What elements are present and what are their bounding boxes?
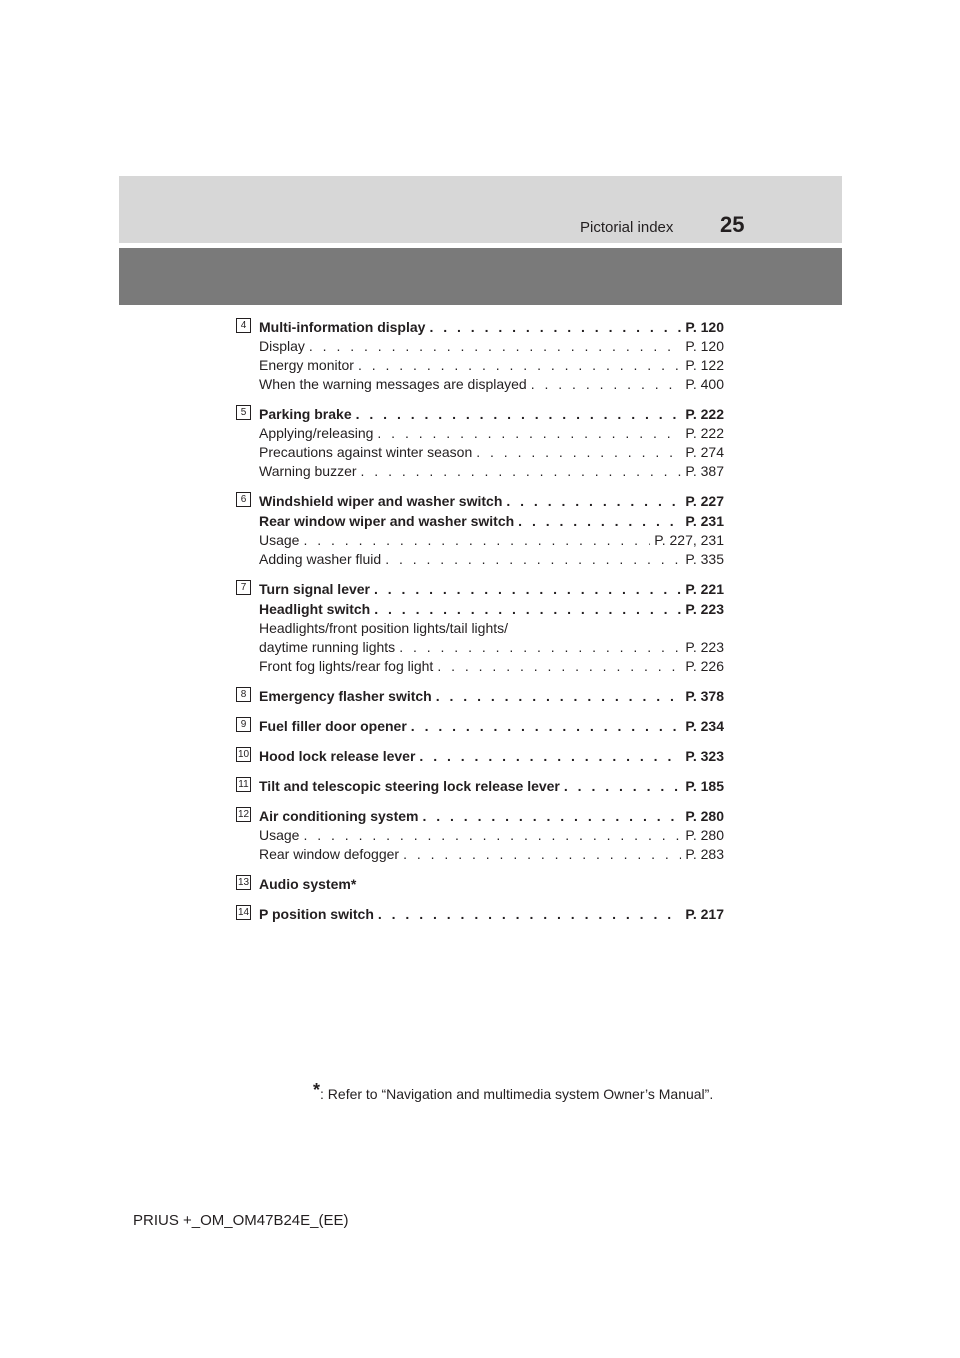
leader-dots (378, 904, 681, 924)
index-heading[interactable] (259, 716, 724, 736)
sub-item-label: Front fog lights/rear fog light (259, 658, 434, 674)
page-reference[interactable]: P. 120 (685, 319, 724, 335)
index-entry-body (236, 404, 724, 481)
index-entry-body (236, 686, 724, 706)
leader-dots (303, 826, 681, 845)
index-entry-body (236, 904, 724, 924)
page-reference[interactable]: P. 231 (685, 513, 724, 529)
page-number: 25 (720, 212, 745, 237)
sub-item-label: Display (259, 338, 305, 354)
footnote-marker: * (350, 876, 357, 892)
sub-item-label: Applying/releasing (259, 425, 374, 441)
sub-item[interactable] (259, 462, 724, 481)
sub-item-label: Precautions against winter season (259, 444, 473, 460)
sub-item[interactable] (259, 845, 724, 864)
leader-dots (403, 845, 681, 864)
index-heading[interactable] (259, 404, 724, 424)
callout-number: 13 (237, 877, 250, 888)
sub-item[interactable] (259, 443, 724, 462)
sub-items (259, 337, 724, 394)
footnote-asterisk: * (313, 1080, 321, 1100)
page-reference[interactable]: P. 280 (685, 827, 724, 843)
leader-dots (437, 657, 681, 676)
index-heading-label: Tilt and telescopic steering lock release lever (259, 778, 560, 794)
index-entry (236, 806, 724, 864)
leader-dots (411, 716, 682, 736)
page-reference[interactable]: P. 227 (685, 493, 724, 509)
index-entry (236, 317, 724, 394)
leader-dots (356, 404, 682, 424)
sub-item[interactable] (259, 337, 724, 356)
sub-item[interactable] (259, 356, 724, 375)
index-heading-label: Rear window wiper and washer switch (259, 513, 515, 529)
sub-item-label: Warning buzzer (259, 463, 357, 479)
index-heading[interactable] (259, 686, 724, 706)
sub-item[interactable] (259, 550, 724, 569)
sub-item-label: Rear window defogger (259, 846, 400, 862)
index-heading[interactable] (259, 746, 724, 766)
document-id: PRIUS +_OM_OM47B24E_(EE) (133, 1212, 349, 1229)
leader-dots (374, 579, 681, 599)
index-entry-body (236, 317, 724, 394)
callout-number: 7 (236, 580, 251, 595)
leader-dots (419, 746, 681, 766)
sub-item[interactable] (259, 638, 724, 657)
index-heading-label: Fuel filler door opener (259, 718, 407, 734)
index-heading-label: P position switch (259, 906, 374, 922)
index-heading-label: Air conditioning system (259, 808, 419, 824)
sub-item-text: Headlights/front position lights/tail lights/ (259, 620, 509, 636)
index-heading[interactable] (259, 599, 724, 619)
callout-number: 8 (236, 687, 251, 702)
index-entry (236, 904, 724, 924)
sub-item[interactable] (259, 826, 724, 845)
page-reference[interactable]: P. 217 (685, 906, 724, 922)
sub-items (259, 619, 724, 676)
callout-number: 4 (236, 318, 251, 333)
index-heading[interactable] (259, 491, 724, 511)
page-reference[interactable]: P. 378 (685, 688, 724, 704)
sub-item[interactable] (259, 657, 724, 676)
page-reference[interactable]: P. 223 (685, 639, 724, 655)
page-reference[interactable]: P. 226 (685, 658, 724, 674)
page-reference[interactable]: P. 222 (685, 406, 724, 422)
page-reference[interactable]: P. 227, 231 (654, 532, 724, 548)
index-heading-label: Audio system (259, 876, 351, 892)
index-heading-label: Multi-information display (259, 319, 426, 335)
callout-number: 9 (236, 717, 251, 732)
footnote (313, 1080, 713, 1102)
index-entry (236, 716, 724, 736)
leader-dots (361, 462, 682, 481)
page-reference[interactable]: P. 223 (685, 601, 724, 617)
leader-dots (436, 686, 682, 706)
index-entry (236, 491, 724, 569)
page-reference[interactable]: P. 222 (685, 425, 724, 441)
sub-item-label: daytime running lights (259, 639, 396, 655)
leader-dots (374, 599, 681, 619)
header-band-dark (119, 248, 842, 305)
leader-dots (399, 638, 681, 657)
leader-dots (429, 317, 681, 337)
callout-number: 12 (237, 809, 250, 820)
callout-number: 10 (237, 749, 250, 760)
index-heading-label: Parking brake (259, 406, 352, 422)
index-heading[interactable] (259, 904, 724, 924)
leader-dots (531, 375, 682, 394)
index-entry-body (236, 806, 724, 864)
sub-item-label: When the warning messages are displayed (259, 376, 527, 392)
page-reference[interactable]: P. 120 (685, 338, 724, 354)
index-entry (236, 746, 724, 766)
index-heading[interactable] (259, 317, 724, 337)
index-entry-body (236, 579, 724, 676)
sub-item[interactable] (259, 375, 724, 394)
page-reference[interactable]: P. 400 (685, 376, 724, 392)
page-reference[interactable]: P. 283 (685, 846, 724, 862)
sub-items (259, 531, 724, 569)
footnote-text: : Refer to “Navigation and multimedia system Owner’s Manual”. (320, 1086, 714, 1102)
page-reference[interactable]: P. 335 (685, 551, 724, 567)
page-reference[interactable]: P. 280 (685, 808, 724, 824)
leader-dots (309, 337, 681, 356)
leader-dots (564, 776, 681, 796)
leader-dots (476, 443, 681, 462)
leader-dots (422, 806, 681, 826)
sub-item-label: Usage (259, 532, 300, 548)
callout-number: 6 (236, 492, 251, 507)
callout-number: 11 (236, 777, 251, 792)
pictorial-index-list (236, 317, 724, 934)
sub-item[interactable] (259, 531, 724, 550)
index-heading[interactable] (259, 579, 724, 599)
section-title: Pictorial index (580, 219, 674, 236)
leader-dots (506, 491, 681, 511)
page-reference[interactable]: P. 234 (685, 718, 724, 734)
sub-item-label: Energy monitor (259, 357, 354, 373)
callout-number: 5 (236, 405, 251, 420)
index-entry (236, 776, 724, 796)
leader-dots (358, 356, 681, 375)
index-entry (236, 874, 724, 894)
index-entry-body (236, 491, 724, 569)
index-entry-body (236, 874, 724, 894)
page-reference[interactable]: P. 323 (685, 748, 724, 764)
index-heading[interactable] (259, 874, 724, 894)
page-reference[interactable]: P. 274 (685, 444, 724, 460)
index-heading-label: Turn signal lever (259, 581, 370, 597)
leader-dots (377, 424, 681, 443)
index-heading-label: Hood lock release lever (259, 748, 416, 764)
index-heading-label: Windshield wiper and washer switch (259, 493, 503, 509)
page-reference[interactable]: P. 221 (685, 581, 724, 597)
sub-item-label: Adding washer fluid (259, 551, 382, 567)
sub-items (259, 826, 724, 864)
index-heading[interactable] (259, 511, 724, 531)
index-entry-body (236, 716, 724, 736)
index-heading[interactable] (259, 806, 724, 826)
leader-dots (518, 511, 681, 531)
callout-number: 14 (237, 907, 250, 918)
index-heading[interactable] (259, 776, 724, 796)
sub-item-label: Usage (259, 827, 300, 843)
index-entry (236, 404, 724, 481)
sub-items (259, 424, 724, 481)
index-heading-label: Emergency flasher switch (259, 688, 432, 704)
index-entry (236, 686, 724, 706)
index-entry-body (236, 746, 724, 766)
page-reference[interactable]: P. 122 (685, 357, 724, 373)
index-entry (236, 579, 724, 676)
leader-dots (303, 531, 650, 550)
sub-item[interactable] (259, 424, 724, 443)
index-heading-label: Headlight switch (259, 601, 371, 617)
page-reference[interactable]: P. 387 (685, 463, 724, 479)
page-reference[interactable]: P. 185 (685, 778, 724, 794)
index-entry-body (236, 776, 724, 796)
leader-dots (385, 550, 681, 569)
